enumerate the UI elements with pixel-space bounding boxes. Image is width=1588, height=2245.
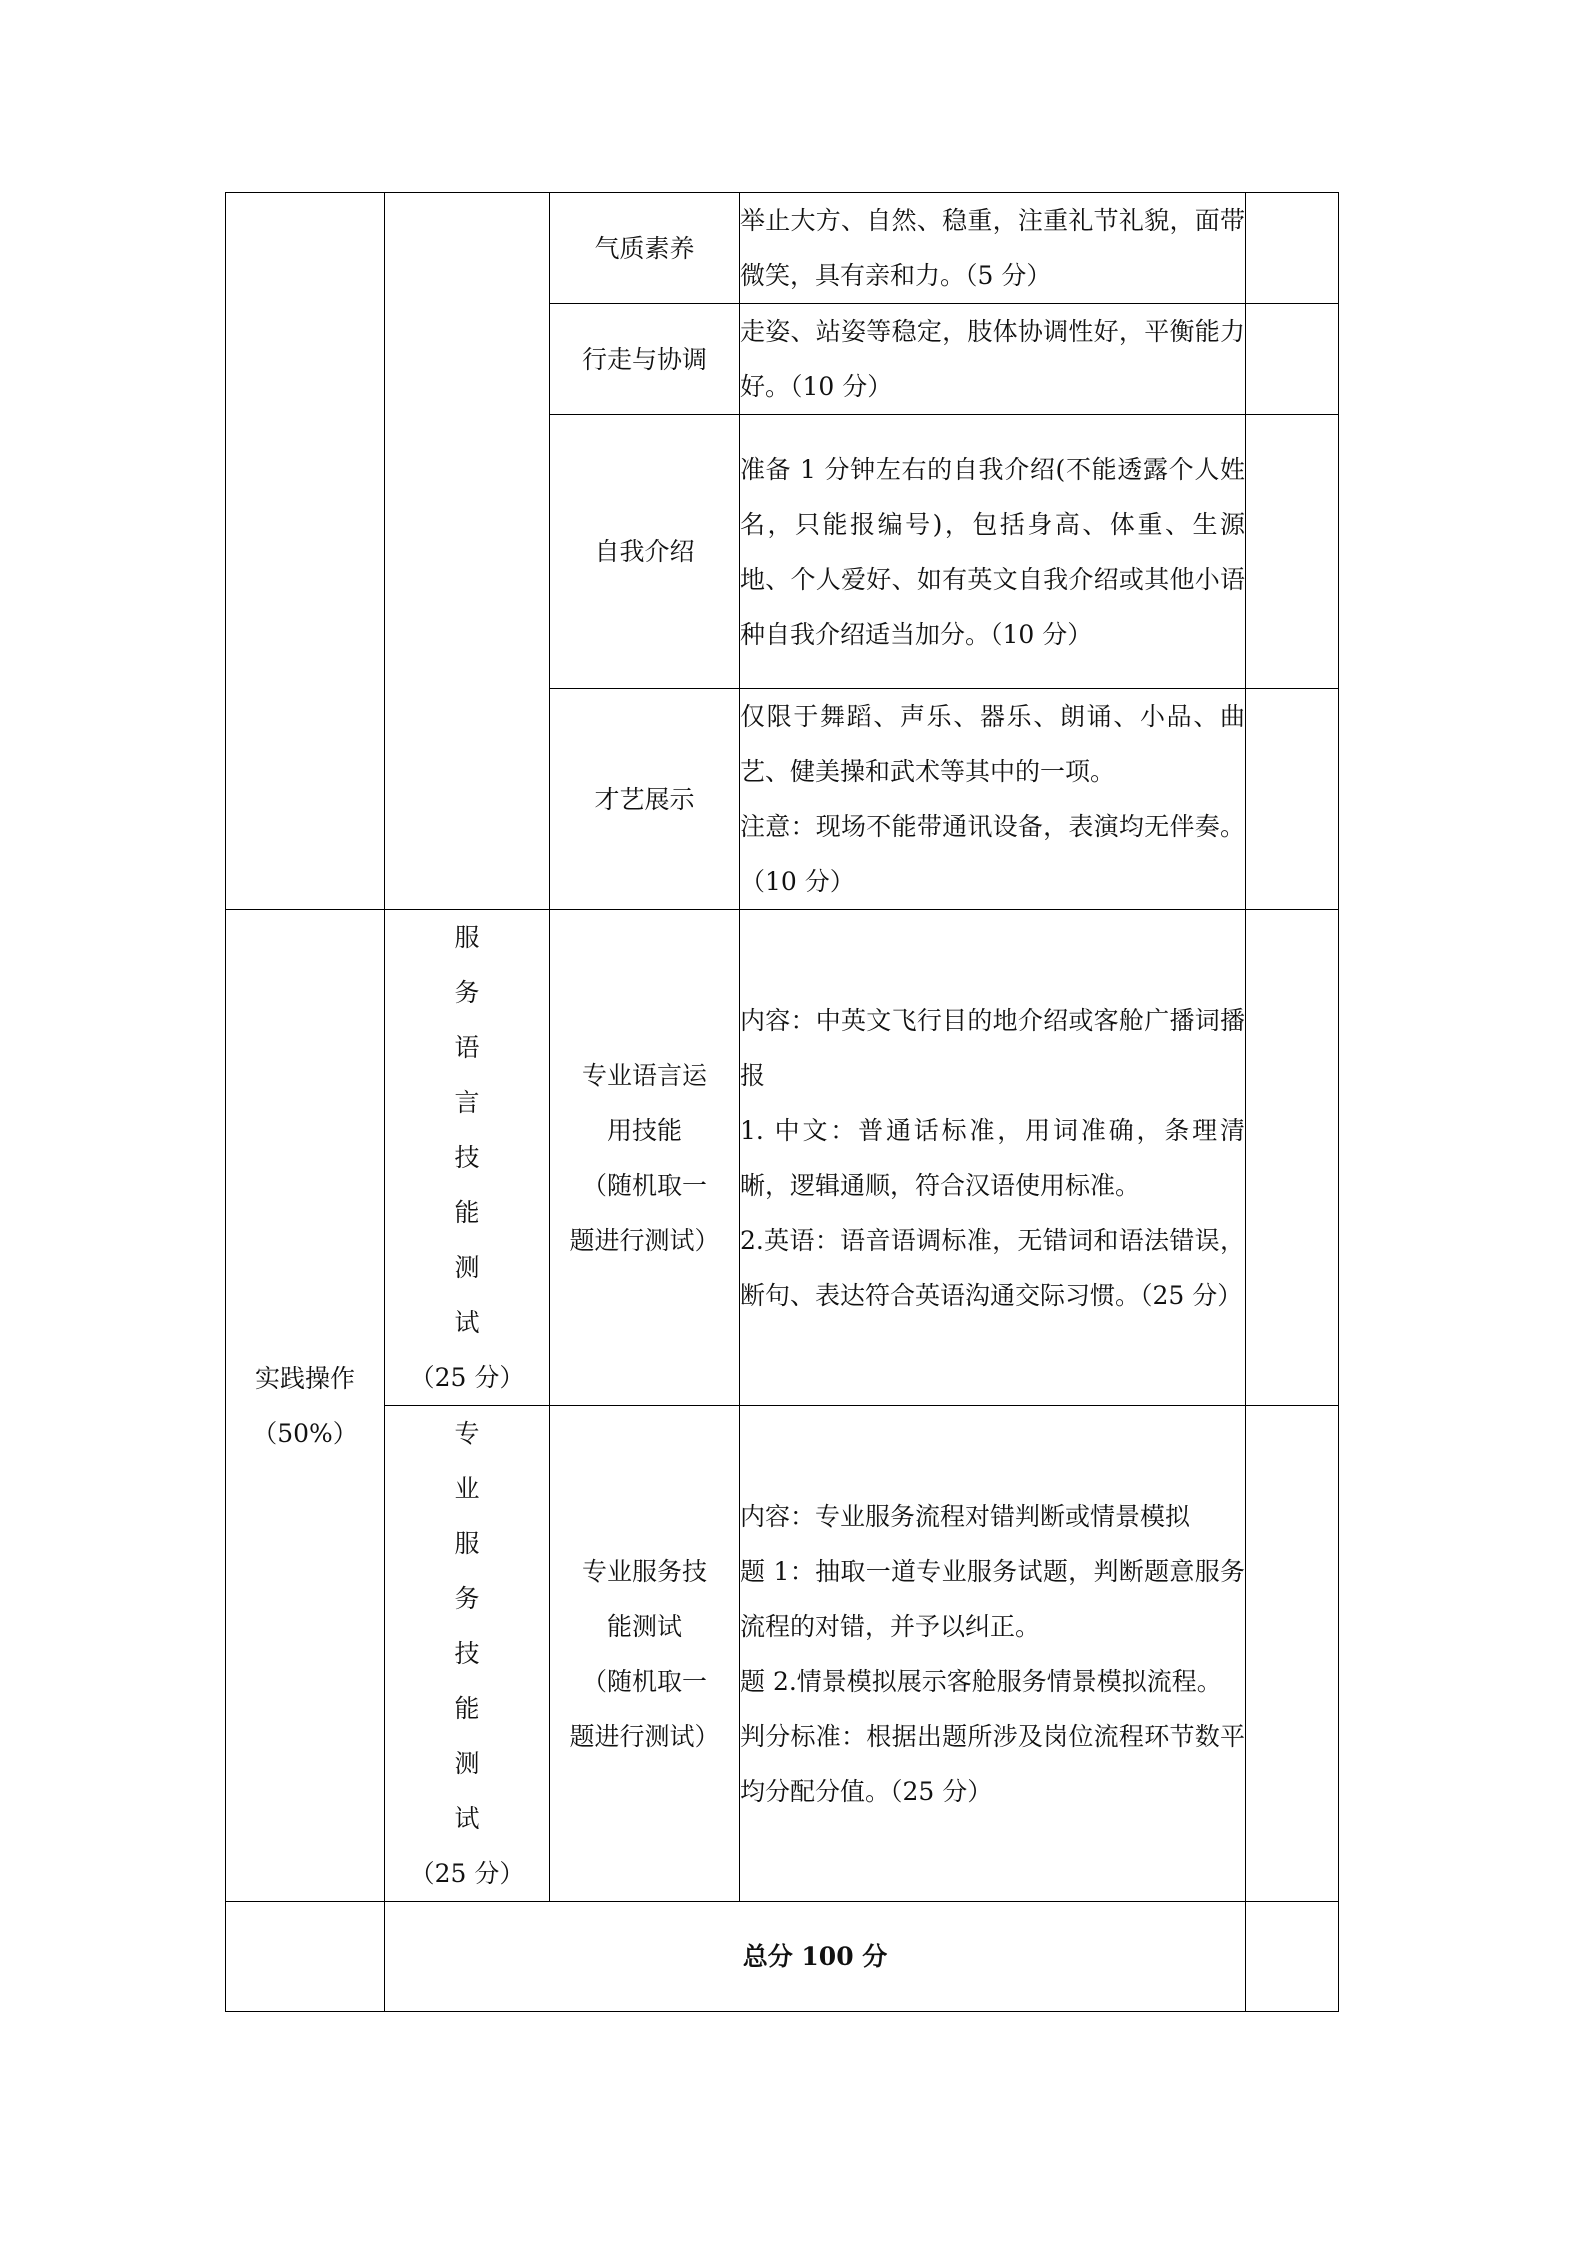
description-cell (740, 1406, 1246, 1902)
description-cell (740, 304, 1246, 415)
category-name: 实践操作 (254, 1363, 355, 1393)
description-text: 题 2.情景模拟展示客舱服务情景模拟流程。 (740, 1666, 1222, 1696)
description-text: 仅限于舞蹈、声乐、器乐、朗诵、小品、曲艺、健美操和武术等其中的一项。 (740, 702, 1245, 786)
total-label-cell-empty (226, 1902, 385, 2012)
subcategory-char: 能 (454, 1694, 480, 1723)
item-line: 题进行测试） (569, 1225, 720, 1255)
subcategory-score: （25 分） (409, 1363, 525, 1392)
item-line: 题进行测试） (569, 1721, 720, 1751)
item-cell: 行走与协调 (550, 304, 740, 415)
subcategory-char: 技 (454, 1143, 480, 1172)
description-text: 1. 中文：普通话标准，用词准确，条理清晰，逻辑通顺，符合汉语使用标准。 (740, 1115, 1245, 1200)
item-line: （随机取一 (581, 1170, 707, 1200)
subcategory-cell (385, 910, 550, 1406)
category-cell (226, 910, 385, 1902)
subcategory-char: 语 (454, 1033, 480, 1062)
subcategory-score: （25 分） (409, 1859, 525, 1888)
description-text: 题 1：抽取一道专业服务试题，判断题意服务流程的对错，并予以纠正。 (740, 1556, 1245, 1641)
subcategory-char: 服 (454, 923, 480, 952)
description-note: 注意：现场不能带通讯设备，表演均无伴奏。（10 分） (740, 812, 1245, 896)
description-text: 举止大方、自然、稳重，注重礼节礼貌，面带微笑，具有亲和力。（5 分） (740, 206, 1245, 290)
item-cell: 才艺展示 (550, 689, 740, 910)
item-line: 用技能 (606, 1115, 682, 1145)
description-text: 走姿、站姿等稳定，肢体协调性好，平衡能力好。（10 分） (740, 317, 1245, 401)
item-line: 专业服务技 (581, 1556, 707, 1586)
subcategory-char: 业 (454, 1474, 480, 1503)
item-cell: 气质素养 (550, 193, 740, 304)
remarks-cell (1246, 1902, 1339, 2012)
remarks-cell (1246, 689, 1339, 910)
total-score: 总分 100 分 (385, 1902, 1246, 2012)
description-cell (740, 689, 1246, 910)
table-row (226, 910, 1339, 1406)
subcategory-char: 言 (454, 1088, 480, 1117)
subcategory-char: 务 (454, 978, 480, 1007)
subcategory-char: 能 (454, 1198, 480, 1227)
table-row (226, 1902, 1339, 2012)
subcategory-cell-empty (385, 193, 550, 910)
remarks-cell (1246, 415, 1339, 689)
category-weight: （50%） (252, 1418, 358, 1448)
description-text: 判分标准：根据出题所涉及岗位流程环节数平均分配分值。（25 分） (740, 1721, 1245, 1806)
subcategory-char: 测 (454, 1253, 480, 1282)
item-cell: 自我介绍 (550, 415, 740, 689)
category-cell-empty (226, 193, 385, 910)
subcategory-cell (385, 1406, 550, 1902)
description-cell (740, 415, 1246, 689)
description-text: 准备 1 分钟左右的自我介绍(不能透露个人姓名，只能报编号)，包括身高、体重、生源地、个人爱好、如有英文自我介绍或其他小语种自我介绍适当加分。（10 分） (740, 454, 1245, 649)
scoring-table (225, 192, 1339, 2012)
subcategory-char: 服 (454, 1529, 480, 1558)
remarks-cell (1246, 1406, 1339, 1902)
description-text: 内容：专业服务流程对错判断或情景模拟 (740, 1501, 1191, 1531)
description-text: 内容：中英文飞行目的地介绍或客舱广播词播报 (740, 1005, 1245, 1090)
subcategory-char: 专 (454, 1419, 480, 1448)
item-line: 能测试 (606, 1611, 682, 1641)
subcategory-char: 试 (454, 1804, 480, 1833)
table-row (226, 193, 1339, 304)
subcategory-char: 测 (454, 1749, 480, 1778)
table-row (226, 1406, 1339, 1902)
description-text: 2.英语：语音语调标准，无错词和语法错误，断句、表达符合英语沟通交际习惯。（25 分） (740, 1225, 1245, 1310)
remarks-cell (1246, 193, 1339, 304)
description-cell (740, 910, 1246, 1406)
item-line: （随机取一 (581, 1666, 707, 1696)
subcategory-char: 技 (454, 1639, 480, 1668)
remarks-cell (1246, 304, 1339, 415)
subcategory-char: 务 (454, 1584, 480, 1613)
remarks-cell (1246, 910, 1339, 1406)
description-cell (740, 193, 1246, 304)
item-line: 专业语言运 (581, 1060, 707, 1090)
item-cell (550, 1406, 740, 1902)
item-cell (550, 910, 740, 1406)
subcategory-char: 试 (454, 1308, 480, 1337)
